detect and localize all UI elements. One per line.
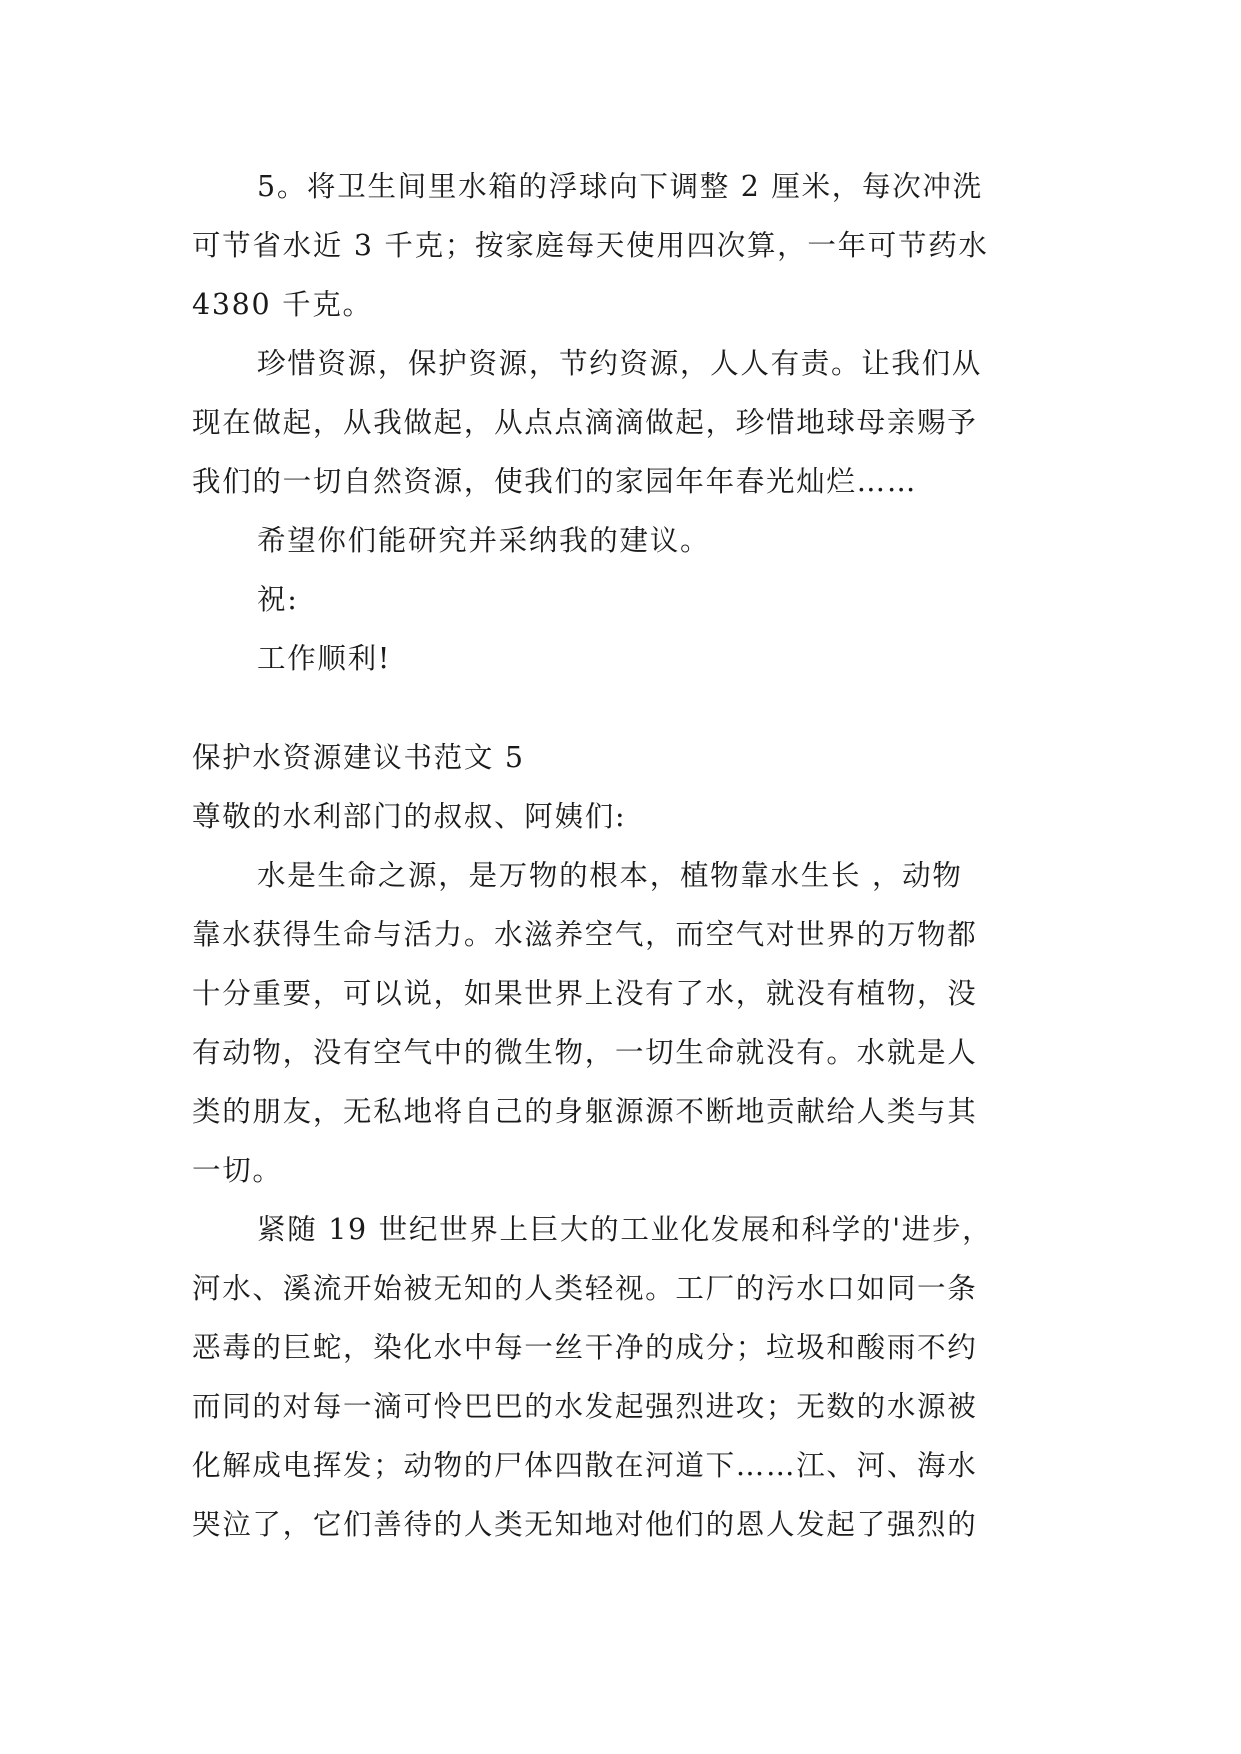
addressee-line: 尊敬的水利部门的叔叔、阿姨们: [192,800,627,833]
paragraph-line: 4380 千克。 [192,288,373,321]
paragraph-line: 水是生命之源，是万物的根本，植物靠水生长 ，动物 [257,859,963,892]
paragraph-line: 有动物，没有空气中的微生物，一切生命就没有。水就是人 [192,1036,978,1069]
paragraph-line: 珍惜资源，保护资源，节约资源，人人有责。让我们从 [257,347,983,380]
paragraph-line: 可节省水近 3 千克；按家庭每天使用四次算，一年可节药水 [192,229,989,262]
paragraph-line: 我们的一切自然资源，使我们的家园年年春光灿烂…… [192,465,918,498]
paragraph-line: 十分重要，可以说，如果世界上没有了水，就没有植物，没 [192,977,978,1010]
paragraph-line: 恶毒的巨蛇，染化水中每一丝干净的成分；垃圾和酸雨不约 [192,1331,978,1364]
paragraph-line: 靠水获得生命与活力。水滋养空气，而空气对世界的万物都 [192,918,978,951]
paragraph-line: 一切。 [192,1154,283,1187]
paragraph-line: 现在做起，从我做起，从点点滴滴做起，珍惜地球母亲赐予 [192,406,978,439]
paragraph-line: 5。将卫生间里水箱的浮球向下调整 2 厘米，每次冲洗 [257,170,983,203]
salutation-line: 祝: [257,583,299,616]
section-title: 保护水资源建议书范文 5 [192,741,525,774]
paragraph-line: 类的朋友，无私地将自己的身躯源源不断地贡献给人类与其 [192,1095,978,1128]
paragraph-line: 紧随 19 世纪世界上巨大的工业化发展和科学的'进步， [257,1213,993,1246]
paragraph-line: 希望你们能研究并采纳我的建议。 [257,524,711,557]
closing-line: 工作顺利! [257,642,392,675]
paragraph-line: 化解成电挥发；动物的尸体四散在河道下……江、河、海水 [192,1449,978,1482]
paragraph-line: 河水、溪流开始被无知的人类轻视。工厂的污水口如同一条 [192,1272,978,1305]
paragraph-line: 而同的对每一滴可怜巴巴的水发起强烈进攻；无数的水源被 [192,1390,978,1423]
paragraph-line: 哭泣了，它们善待的人类无知地对他们的恩人发起了强烈的 [192,1508,978,1541]
